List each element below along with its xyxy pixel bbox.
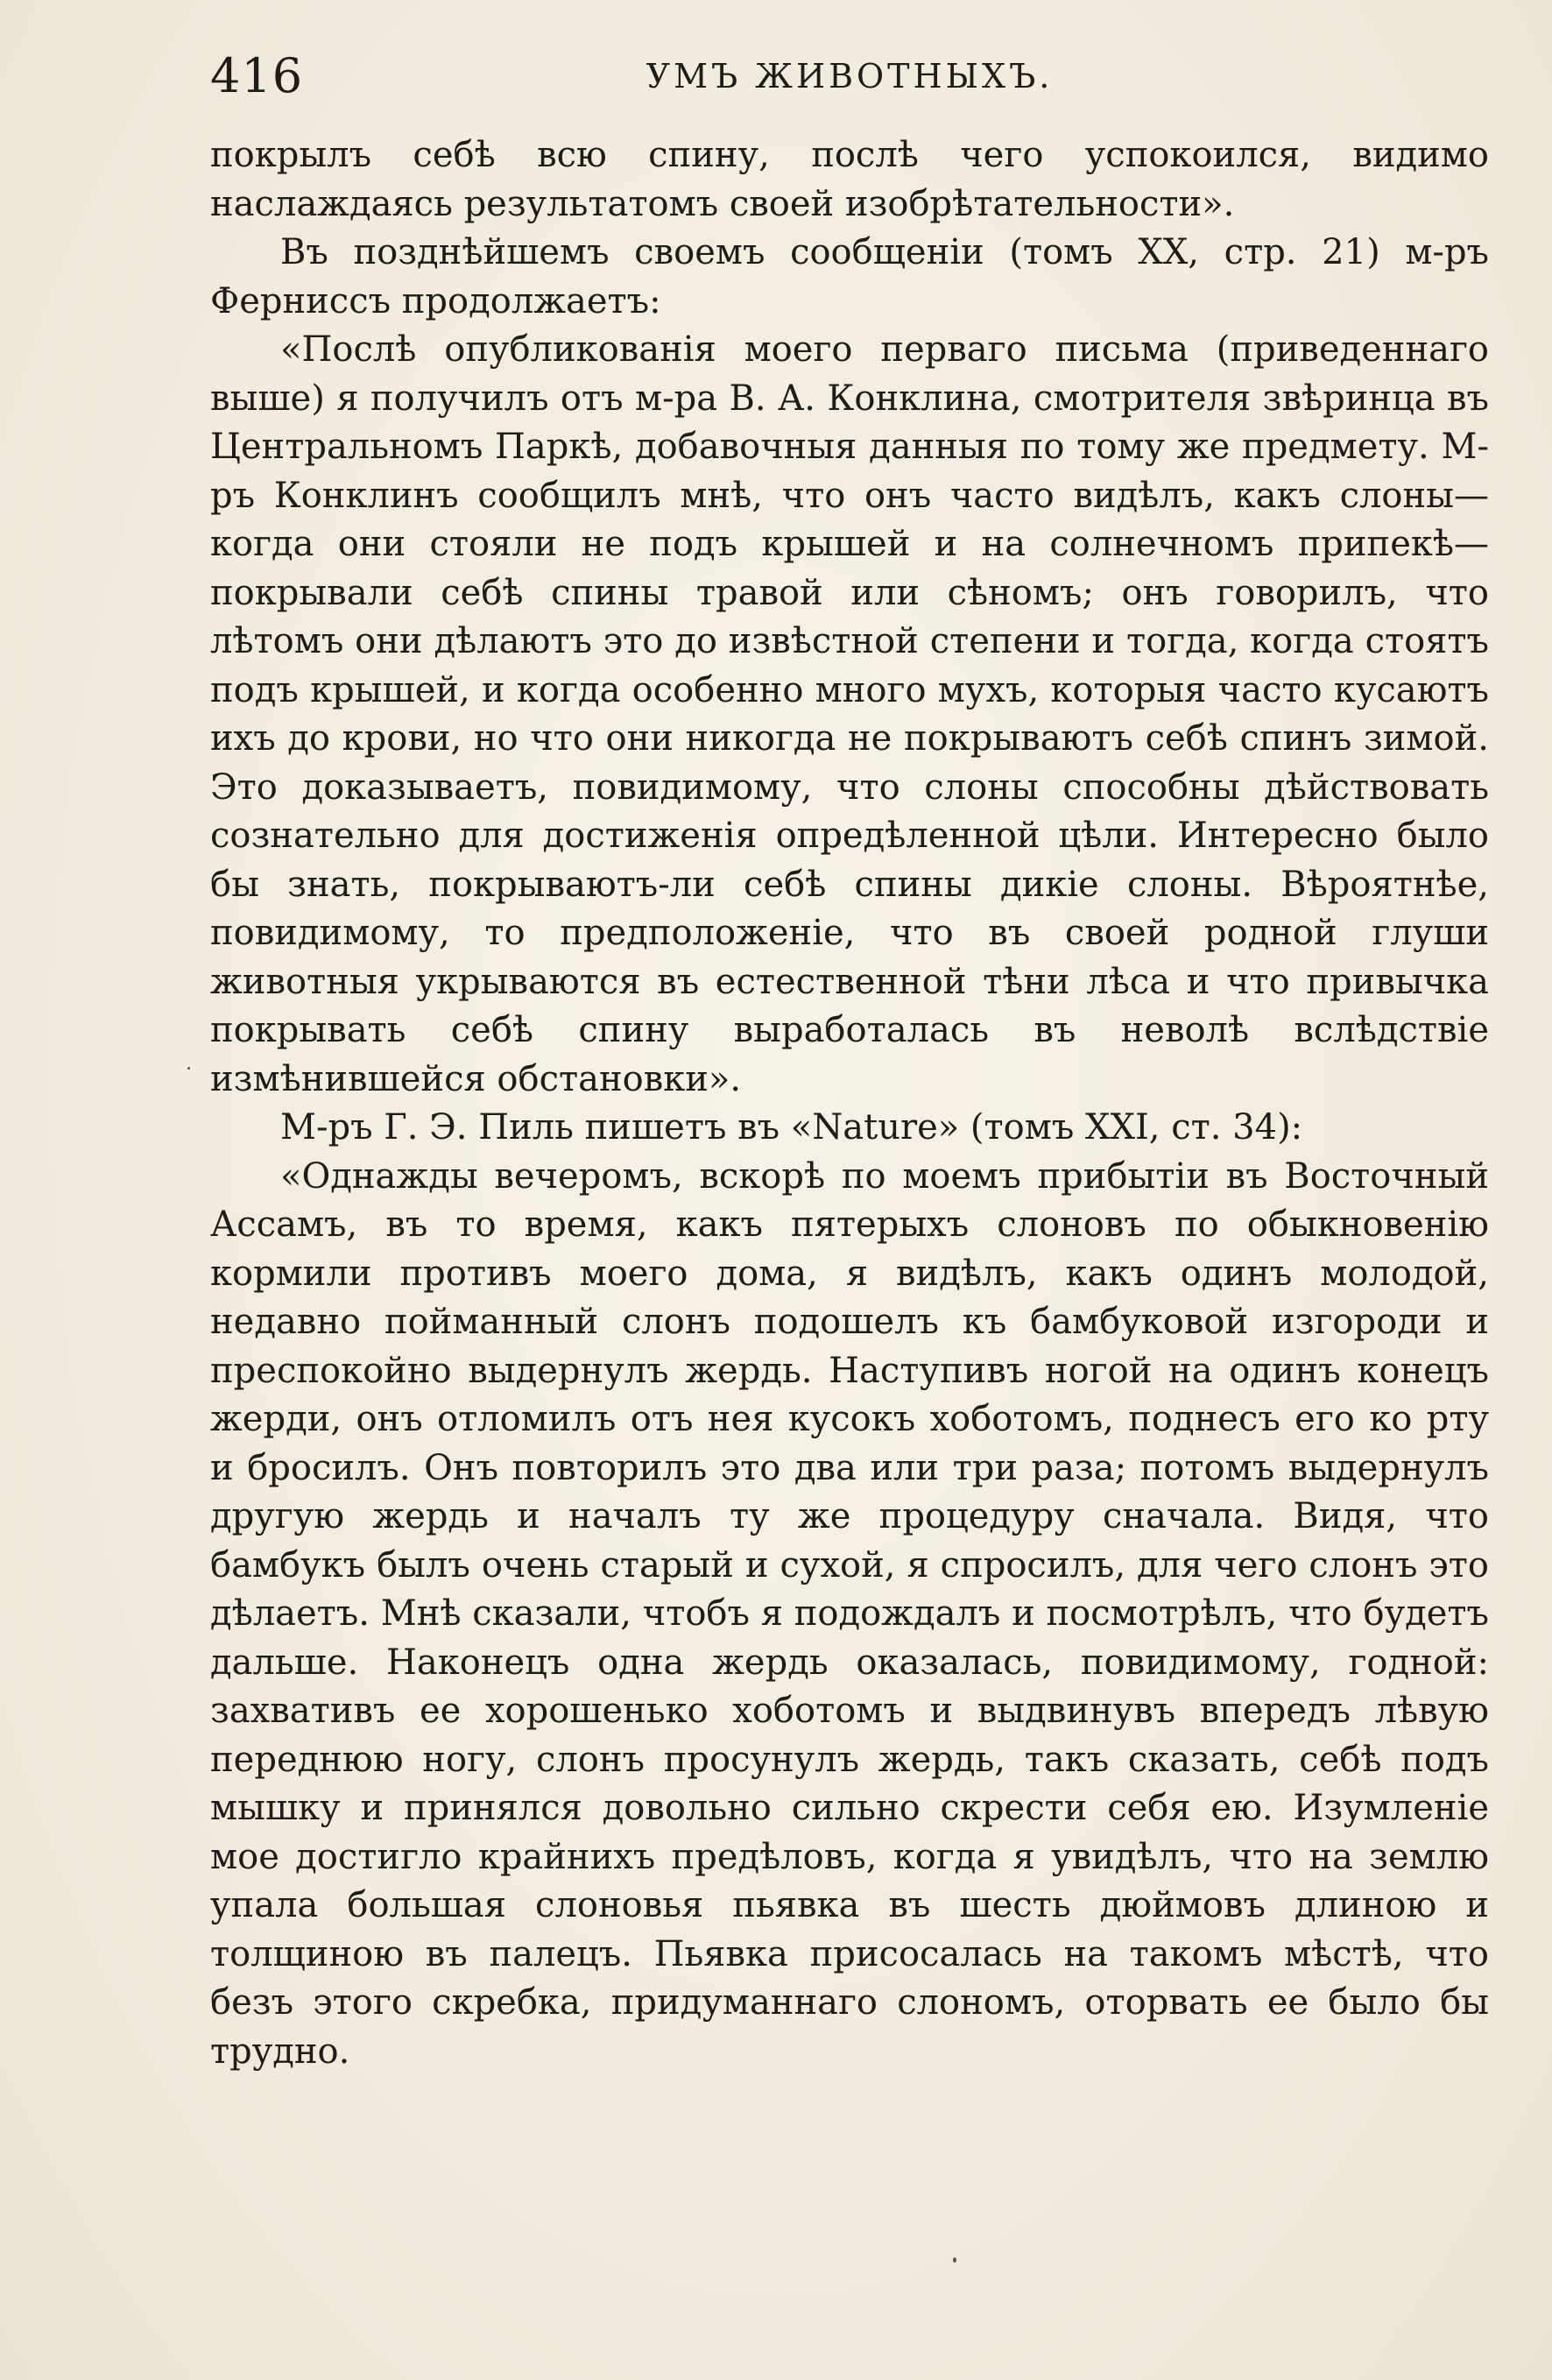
page-number: 416: [210, 48, 304, 103]
print-speck: [187, 1067, 190, 1070]
paragraph-continuation: покрылъ себѣ всю спину, послѣ чего успокоился, видимо наслаждаясь результатомъ своей изобрѣтательности».: [210, 135, 1489, 224]
body-text: [210, 131, 1489, 2076]
paragraph-quote: «Однажды вечеромъ, вскорѣ по моемъ прибытіи въ Восточный Ассамъ, въ то время, какъ пятерыхъ слоновъ по обыкновенію кормили противъ моего дома, я видѣлъ, какъ одинъ молодой, недавно пойманный слонъ подошелъ къ бамбуковой изгороди и преспокойно выдернулъ жердь. Наступивъ ногой на одинъ конецъ жерди, онъ отломилъ отъ нея кусокъ хоботомъ, поднесъ его ко рту и бросилъ. Онъ повторилъ это два или три раза; потомъ выдернулъ другую жердь и началъ ту же процедуру сначала. Видя, что бамбукъ былъ очень старый и сухой, я спросилъ, для чего слонъ это дѣлаетъ. Мнѣ сказали, чтобъ я подождалъ и посмотрѣлъ, что будетъ дальше. Наконецъ одна жердь оказалась, повидимому, годной: захвативъ ее хорошенько хоботомъ и выдвинувъ впередъ лѣвую переднюю ногу, слонъ просунулъ жердь, такъ сказать, себѣ подъ мышку и принялся довольно сильно скрести себя ею. Изумленіе мое достигло крайнихъ предѣловъ, когда я увидѣлъ, что на землю упала большая слоновья пьявка въ шесть дюймовъ длиною и толщиною въ палецъ. Пьявка присосалась на такомъ мѣстѣ, что безъ этого скребка, придуманнаго слономъ, оторвать ее было бы трудно.: [210, 1155, 1489, 2072]
page-header: [210, 46, 1489, 107]
print-speck: [953, 2257, 956, 2263]
paragraph: М-ръ Г. Э. Пиль пишетъ въ «Nature» (томъ XXI, ст. 34):: [280, 1107, 1303, 1148]
paragraph: Въ позднѣйшемъ своемъ сообщеніи (томъ XX, стр. 21) м-ръ Ферниссъ продолжаетъ:: [210, 232, 1489, 321]
running-title: УМЪ ЖИВОТНЫХЪ.: [645, 57, 1054, 95]
paragraph-quote: «Послѣ опубликованія моего перваго письма (приведеннаго выше) я получилъ отъ м-ра В. А. Конклина, смотрителя звѣринца въ Центральномъ Паркѣ, добавочныя данныя по тому же предмету. М-ръ Конклинъ сообщилъ мнѣ, что онъ часто видѣлъ, какъ слоны—когда они стояли не подъ крышей и на солнечномъ припекѣ—покрывали себѣ спины травой или сѣномъ; онъ говорилъ, что лѣтомъ они дѣлаютъ это до извѣстной степени и тогда, когда стоятъ подъ крышей, и когда особенно много мухъ, которыя часто кусаютъ ихъ до крови, но что они никогда не покрываютъ себѣ спинъ зимой. Это доказываетъ, повидимому, что слоны способны дѣйствовать сознательно для достиженія опредѣленной цѣли. Интересно было бы знать, покрываютъ-ли себѣ спины дикіе слоны. Вѣроятнѣе, повидимому, то предположеніе, что въ своей родной глуши животныя укрываются въ естественной тѣни лѣса и что привычка покрывать себѣ спину выработалась въ неволѣ вслѣдствіе измѣнившейся обстановки».: [210, 329, 1489, 1099]
